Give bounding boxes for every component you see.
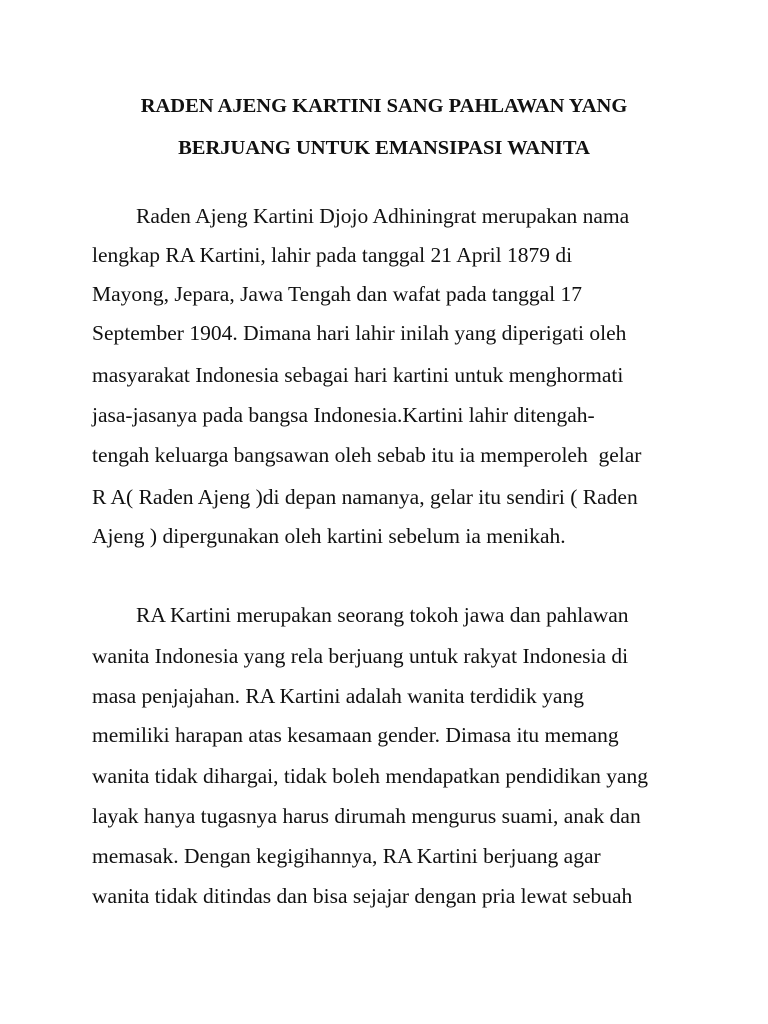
paragraph-line: Mayong, Jepara, Jawa Tengah dan wafat pada tanggal 17 <box>92 282 583 306</box>
paragraph-line: RA Kartini merupakan seorang tokoh jawa dan pahlawan <box>136 603 629 627</box>
paragraph-line: September 1904. Dimana hari lahir inilah yang diperigati oleh <box>92 321 627 345</box>
paragraph-line: R A( Raden Ajeng )di depan namanya, gelar itu sendiri ( Raden <box>92 485 638 509</box>
paragraph-line: wanita Indonesia yang rela berjuang untuk rakyat Indonesia di <box>92 644 629 668</box>
paragraph-line: wanita tidak dihargai, tidak boleh mendapatkan pendidikan yang <box>92 764 649 788</box>
paragraph-line: wanita tidak ditindas dan bisa sejajar dengan pria lewat sebuah <box>92 884 633 908</box>
paragraph-line: tengah keluarga bangsawan oleh sebab itu ia memperoleh gelar <box>92 443 642 467</box>
paragraph-line: Ajeng ) dipergunakan oleh kartini sebelum ia menikah. <box>92 524 566 548</box>
paragraph-line: lengkap RA Kartini, lahir pada tanggal 21 April 1879 di <box>92 243 573 267</box>
paragraph-line: masa penjajahan. RA Kartini adalah wanita terdidik yang <box>92 684 584 708</box>
paragraph-line: Raden Ajeng Kartini Djojo Adhiningrat merupakan nama <box>136 204 630 228</box>
paragraph-line: memasak. Dengan kegigihannya, RA Kartini berjuang agar <box>92 844 601 868</box>
paragraph-line: memiliki harapan atas kesamaan gender. Dimasa itu memang <box>92 723 619 747</box>
paragraph-line: masyarakat Indonesia sebagai hari kartini untuk menghormati <box>92 363 624 387</box>
paragraph-line: layak hanya tugasnya harus dirumah mengurus suami, anak dan <box>92 804 641 828</box>
document-title-line-1: RADEN AJENG KARTINI SANG PAHLAWAN YANG <box>140 95 628 117</box>
paragraph-line: jasa-jasanya pada bangsa Indonesia.Kartini lahir ditengah- <box>92 403 595 427</box>
document-title-line-2: BERJUANG UNTUK EMANSIPASI WANITA <box>178 137 590 159</box>
